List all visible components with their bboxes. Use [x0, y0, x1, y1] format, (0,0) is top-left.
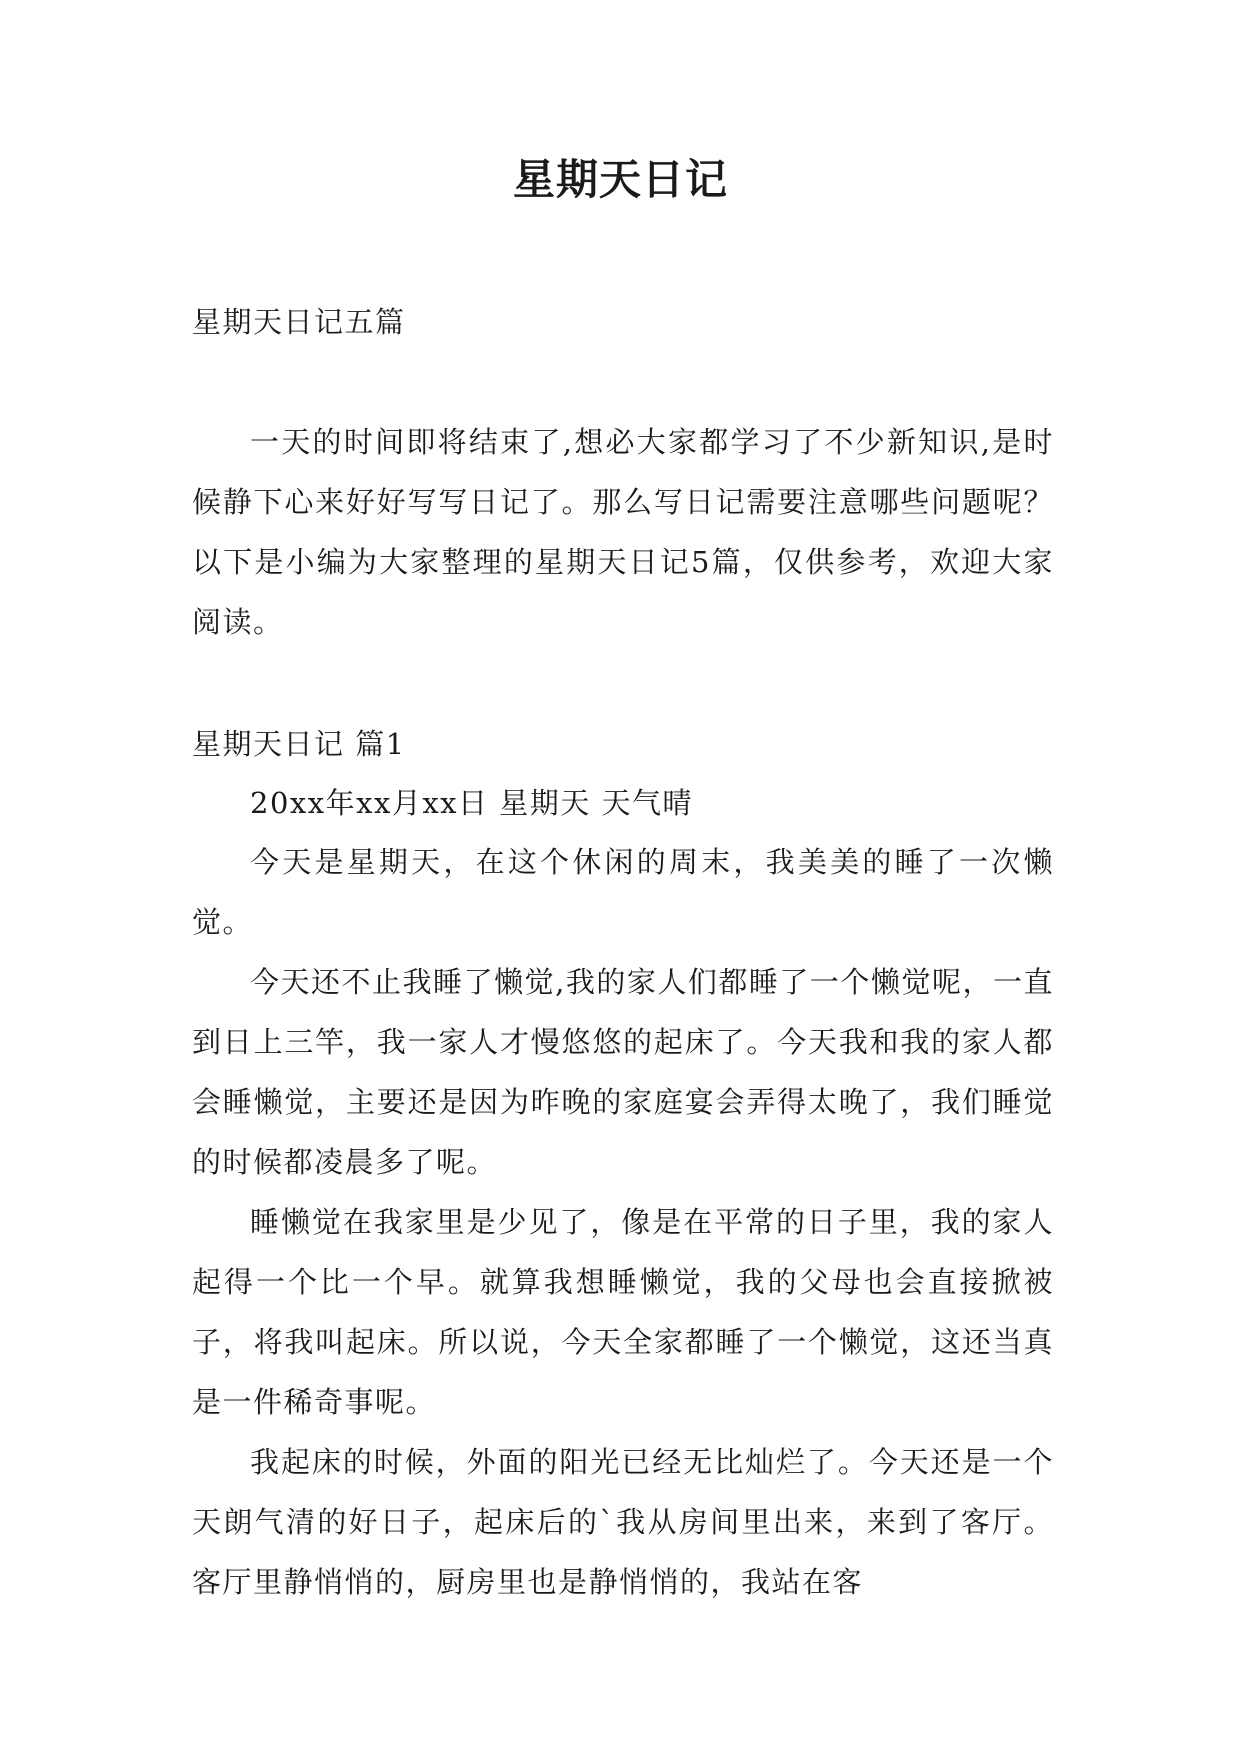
section-heading: 星期天日记 篇1	[192, 727, 406, 761]
body-paragraph-1: 今天是星期天，在这个休闲的周末，我美美的睡了一次懒觉。	[192, 845, 1054, 939]
body-paragraph-4: 我起床的时候，外面的阳光已经无比灿烂了。今天还是一个天朗气清的好日子，起床后的`我从房间里出来，来到了客厅。客厅里静悄悄的，厨房里也是静悄悄的，我站在客	[192, 1445, 1054, 1599]
dateline: 20xx年xx月xx日 星期天 天气晴	[250, 786, 693, 820]
body-paragraph-2: 今天还不止我睡了懒觉,我的家人们都睡了一个懒觉呢，一直到日上三竿，我一家人才慢悠悠的起床了。今天我和我的家人都会睡懒觉，主要还是因为昨晚的家庭宴会弄得太晚了，我们睡觉的时候都凌晨多了呢。	[192, 965, 1054, 1179]
document-body	[192, 292, 1054, 1612]
document-subtitle: 星期天日记五篇	[192, 305, 406, 339]
body-paragraph-3: 睡懒觉在我家里是少见了，像是在平常的日子里，我的家人起得一个比一个早。就算我想睡懒觉，我的父母也会直接掀被子，将我叫起床。所以说，今天全家都睡了一个懒觉，这还当真是一件稀奇事呢。	[192, 1205, 1054, 1419]
document-title: 星期天日记	[512, 155, 728, 204]
intro-paragraph: 一天的时间即将结束了,想必大家都学习了不少新知识,是时候静下心来好好写写日记了。那么写日记需要注意哪些问题呢？以下是小编为大家整理的星期天日记5篇，仅供参考，欢迎大家阅读。	[192, 425, 1054, 639]
